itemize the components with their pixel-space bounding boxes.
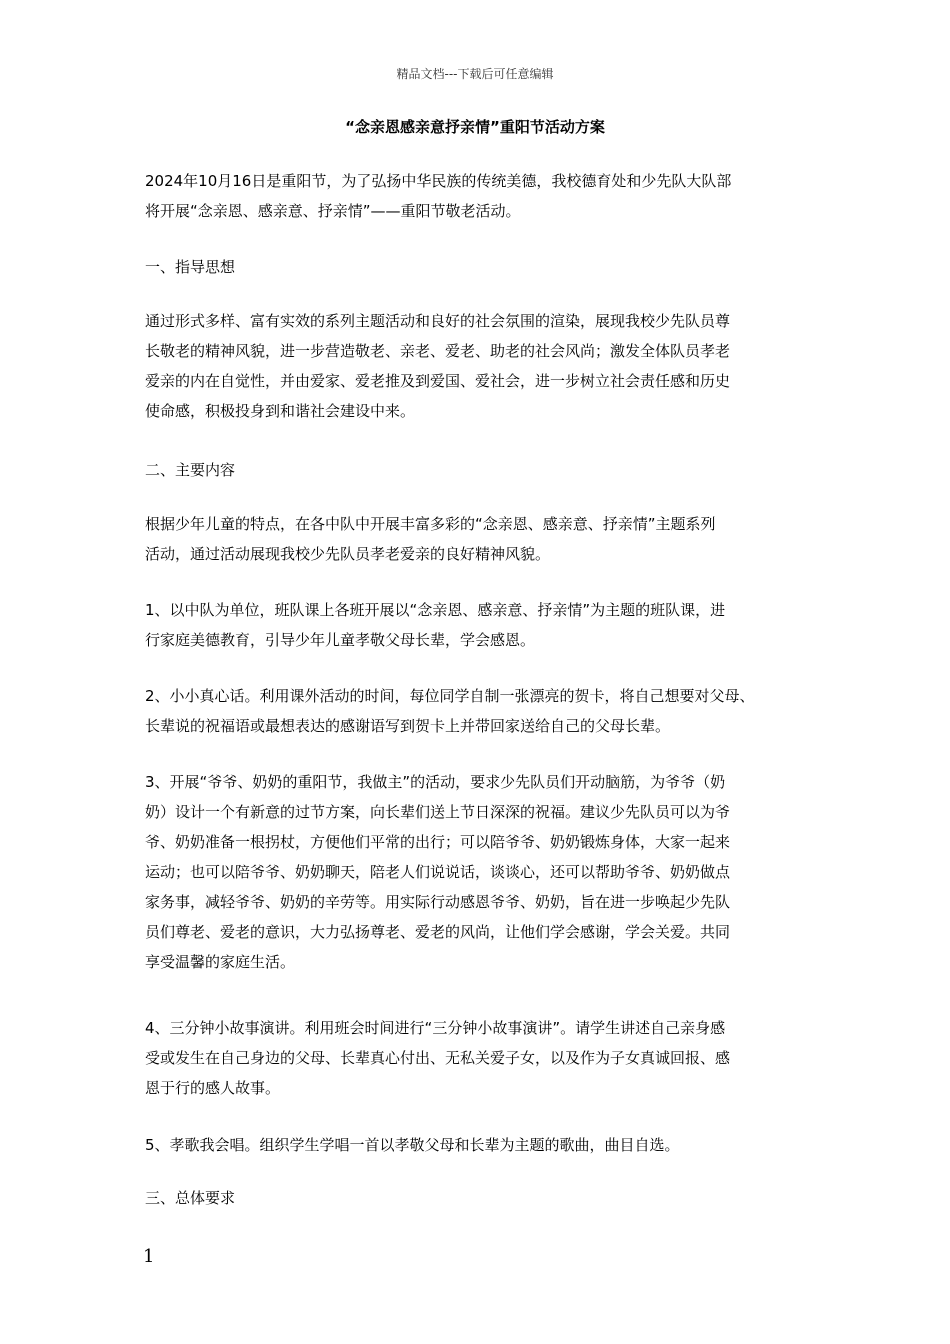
item5-line-1: 5、孝歌我会唱。组织学生学唱一首以孝敬父母和长辈为主题的歌曲，曲目自选。 bbox=[145, 1136, 680, 1154]
header-note: 精品文档---下载后可任意编辑 bbox=[396, 67, 554, 81]
document-title: “念亲恩感亲意抒亲情”重阳节活动方案 bbox=[345, 118, 605, 136]
item2-line-2: 长辈说的祝福语或最想表达的感谢语写到贺卡上并带回家送给自己的父母长辈。 bbox=[145, 717, 671, 735]
item1-line-2: 行家庭美德教育，引导少年儿童孝敬父母长辈，学会感恩。 bbox=[145, 631, 536, 649]
section3-heading: 三、总体要求 bbox=[145, 1189, 236, 1207]
section-heading-overall-requirements bbox=[145, 1183, 815, 1213]
item4-line-2: 受或发生在自己身边的父母、长辈真心付出、无私关爱子女，以及作为子女真诚回报、感 bbox=[145, 1049, 731, 1067]
section2-line-2: 活动，通过活动展现我校少先队员孝老爱亲的良好精神风貌。 bbox=[145, 545, 551, 563]
intro-line-1: 2024年10月16日是重阳节，为了弘扬中华民族的传统美德，我校德育处和少先队大队部 bbox=[145, 172, 732, 190]
section1-line-4: 使命感，积极投身到和谐社会建设中来。 bbox=[145, 402, 416, 420]
item3-line-5: 家务事，减轻爷爷、奶奶的辛劳等。用实际行动感恩爷爷、奶奶，旨在进一步唤起少先队 bbox=[145, 893, 731, 911]
item4-line-1: 4、三分钟小故事演讲。利用班会时间进行“三分钟小故事演讲”。请学生讲述自己亲身感 bbox=[145, 1019, 726, 1037]
section1-line-2: 长敬老的精神风貌，进一步营造敬老、亲老、爱老、助老的社会风尚；激发全体队员孝老 bbox=[145, 342, 731, 360]
section2-heading: 二、主要内容 bbox=[145, 461, 236, 479]
item2-line-1: 2、小小真心话。利用课外活动的时间，每位同学自制一张漂亮的贺卡，将自己想要对父母、 bbox=[145, 687, 755, 705]
section2-paragraph bbox=[145, 509, 815, 569]
item3-line-7: 享受温馨的家庭生活。 bbox=[145, 953, 296, 971]
section1-heading: 一、指导思想 bbox=[145, 258, 236, 276]
item3-line-3: 爷、奶奶准备一根拐杖，方便他们平常的出行；可以陪爷爷、奶奶锻炼身体，大家一起来 bbox=[145, 833, 731, 851]
item3-line-2: 奶）设计一个有新意的过节方案，向长辈们送上节日深深的祝福。建议少先队员可以为爷 bbox=[145, 803, 731, 821]
section1-paragraph bbox=[145, 306, 815, 426]
section1-line-3: 爱亲的内在自觉性，并由爱家、爱老推及到爱国、爱社会，进一步树立社会责任感和历史 bbox=[145, 372, 731, 390]
item3-line-1: 3、开展“爷爷、奶奶的重阳节，我做主”的活动，要求少先队员们开动脑筋，为爷爷（奶 bbox=[145, 773, 726, 791]
intro-line-2: 将开展“念亲恩、感亲意、抒亲情”——重阳节敬老活动。 bbox=[145, 202, 521, 220]
item3-line-6: 员们尊老、爱老的意识，大力弘扬尊老、爱老的风尚，让他们学会感谢，学会关爱。共同 bbox=[145, 923, 731, 941]
section-heading-main-content bbox=[145, 455, 815, 485]
item4-line-3: 恩于行的感人故事。 bbox=[145, 1079, 281, 1097]
list-item-5 bbox=[145, 1130, 815, 1160]
list-item-2 bbox=[145, 681, 815, 741]
item3-line-4: 运动；也可以陪爷爷、奶奶聊天，陪老人们说说话，谈谈心，还可以帮助爷爷、奶奶做点 bbox=[145, 863, 731, 881]
section1-line-1: 通过形式多样、富有实效的系列主题活动和良好的社会氛围的渲染，展现我校少先队员尊 bbox=[145, 312, 731, 330]
intro-paragraph bbox=[145, 166, 815, 226]
list-item-1 bbox=[145, 595, 815, 655]
page-number: 1 bbox=[143, 1246, 155, 1267]
section2-line-1: 根据少年儿童的特点，在各中队中开展丰富多彩的“念亲恩、感亲意、抒亲情”主题系列 bbox=[145, 515, 716, 533]
list-item-3 bbox=[145, 767, 815, 977]
section-heading-guiding-thought bbox=[145, 252, 815, 282]
item1-line-1: 1、以中队为单位，班队课上各班开展以“念亲恩、感亲意、抒亲情”为主题的班队课，进 bbox=[145, 601, 726, 619]
list-item-4 bbox=[145, 1013, 815, 1103]
